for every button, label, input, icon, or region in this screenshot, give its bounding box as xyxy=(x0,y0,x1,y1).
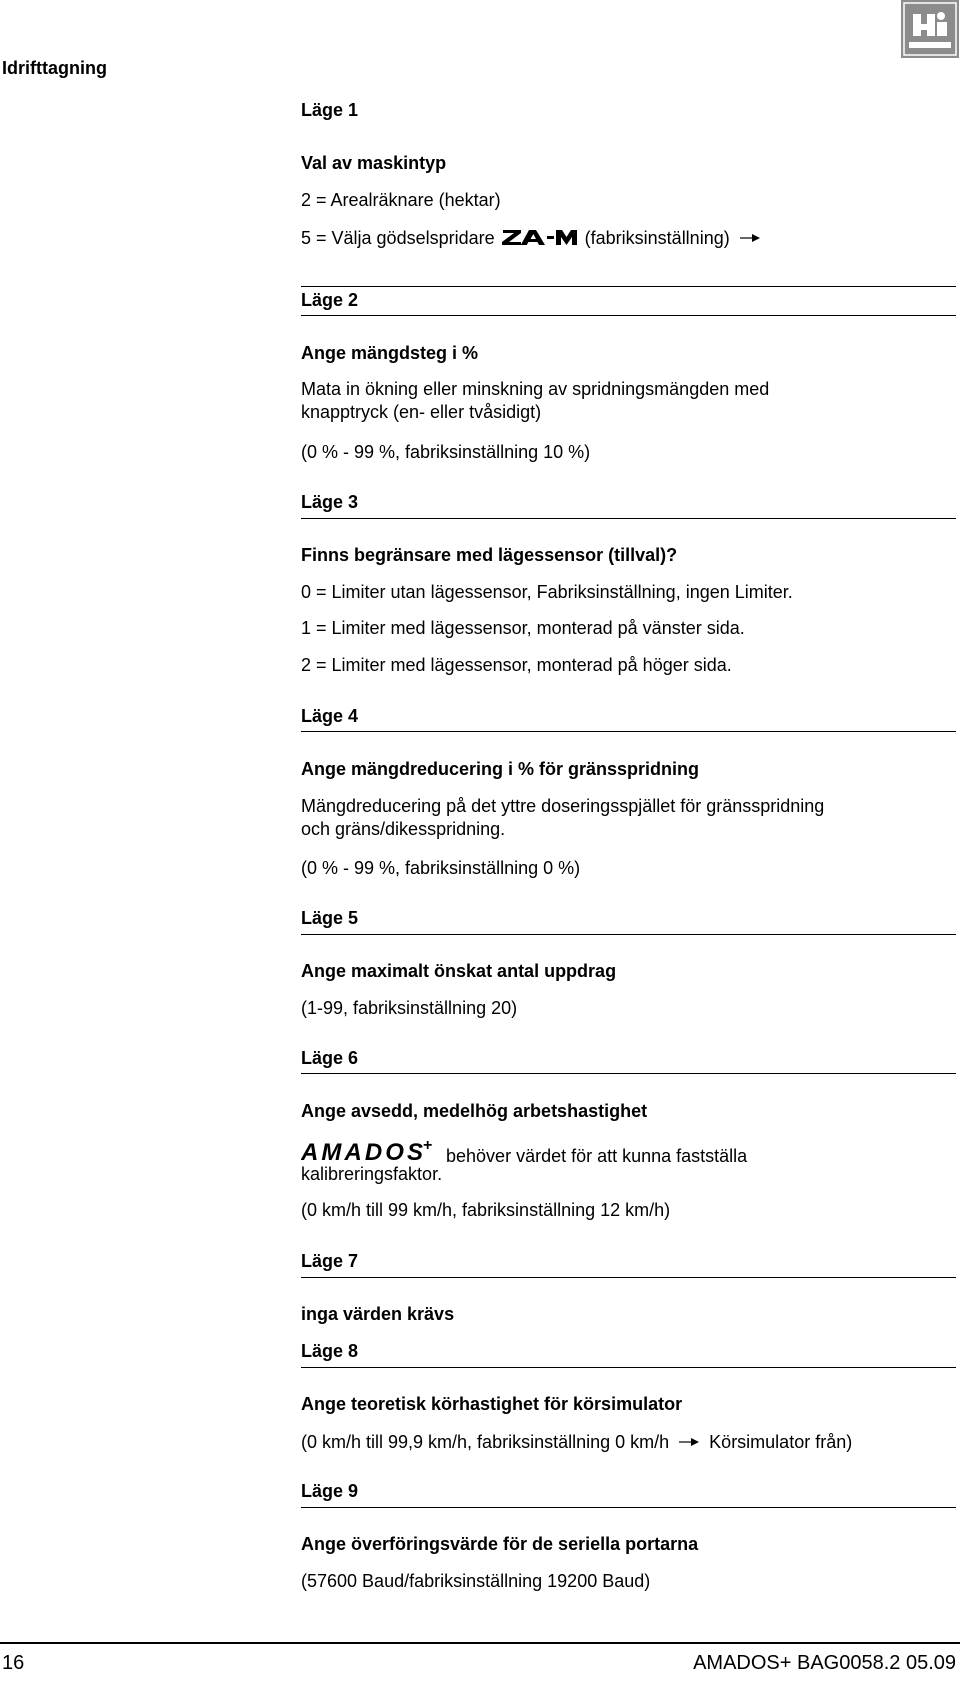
mode-1-line-2-text: 5 = Välja gödselspridare xyxy=(301,228,495,248)
separator xyxy=(301,1367,956,1368)
mode-9-line-1: (57600 Baud/fabriksinställning 19200 Baud) xyxy=(301,1571,651,1591)
mode-6-line-3: (0 km/h till 99 km/h, fabriksinställning 12 km/h) xyxy=(301,1200,671,1220)
mode-1-heading: Läge 1 xyxy=(301,100,359,120)
footer-rule xyxy=(0,1642,960,1644)
mode-5-heading: Läge 5 xyxy=(301,908,359,928)
mode-9-title: Ange överföringsvärde för de seriella portarna xyxy=(301,1534,699,1554)
amazone-logo-icon xyxy=(901,0,959,58)
mode-8-line-1-suffix: Körsimulator från) xyxy=(709,1432,853,1452)
separator xyxy=(301,286,956,287)
mode-3-line-3: 2 = Limiter med lägessensor, monterad på höger sida. xyxy=(301,655,732,675)
mode-2-line-3: (0 % - 99 %, fabriksinställning 10 %) xyxy=(301,442,591,462)
mode-8-line-1 xyxy=(301,1431,852,1453)
mode-2-line-1: Mata in ökning eller minskning av spridningsmängden med xyxy=(301,379,770,399)
separator xyxy=(301,518,956,519)
page-number: 16 xyxy=(2,1652,25,1674)
separator xyxy=(301,934,956,935)
mode-4-line-3: (0 % - 99 %, fabriksinställning 0 %) xyxy=(301,858,581,878)
separator xyxy=(301,1073,956,1074)
mode-1-line-1: 2 = Arealräknare (hektar) xyxy=(301,190,501,210)
mode-3-line-2: 1 = Limiter med lägessensor, monterad på vänster sida. xyxy=(301,618,745,638)
section-title: Idrifttagning xyxy=(2,58,107,78)
mode-5-title: Ange maximalt önskat antal uppdrag xyxy=(301,961,617,981)
arrow-right-icon xyxy=(739,227,761,248)
mode-6-line-1-text: behöver värdet för att kunna fastställa xyxy=(446,1146,748,1166)
mode-1-title: Val av maskintyp xyxy=(301,153,447,173)
mode-2-heading: Läge 2 xyxy=(301,290,359,310)
mode-6-heading: Läge 6 xyxy=(301,1048,359,1068)
mode-4-heading: Läge 4 xyxy=(301,706,359,726)
mode-4-title: Ange mängdreducering i % för gränsspridning xyxy=(301,759,700,779)
separator xyxy=(301,315,956,316)
mode-3-heading: Läge 3 xyxy=(301,492,359,512)
separator xyxy=(301,1277,956,1278)
mode-1-line-2 xyxy=(301,227,765,251)
mode-3-title: Finns begränsare med lägessensor (tillval)? xyxy=(301,545,678,565)
mode-7-title: inga värden krävs xyxy=(301,1304,455,1324)
document-id: AMADOS+ BAG0058.2 05.09 xyxy=(693,1652,956,1674)
separator xyxy=(301,731,956,732)
mode-5-line-1: (1-99, fabriksinställning 20) xyxy=(301,998,518,1018)
mode-6-title: Ange avsedd, medelhög arbetshastighet xyxy=(301,1101,648,1121)
mode-6-line-2: kalibreringsfaktor. xyxy=(301,1164,443,1184)
mode-1-line-2-suffix: (fabriksinställning) xyxy=(584,228,730,248)
svg-text:+: + xyxy=(423,1138,433,1154)
mode-7-heading: Läge 7 xyxy=(301,1251,359,1271)
mode-2-line-2: knapptryck (en- eller tvåsidigt) xyxy=(301,402,542,422)
mode-3-line-1: 0 = Limiter utan lägessensor, Fabriksinställning, ingen Limiter. xyxy=(301,582,793,602)
mode-4-line-1: Mängdreducering på det yttre doseringsspjället för gränsspridning xyxy=(301,796,825,816)
mode-8-title: Ange teoretisk körhastighet för körsimulator xyxy=(301,1394,683,1414)
mode-4-line-2: och gräns/dikesspridning. xyxy=(301,819,506,839)
separator xyxy=(301,1507,956,1508)
arrow-right-icon xyxy=(678,1431,700,1452)
mode-8-heading: Läge 8 xyxy=(301,1341,359,1361)
mode-2-title: Ange mängdsteg i % xyxy=(301,343,479,363)
mode-8-line-1-text: (0 km/h till 99,9 km/h, fabriksinställning 0 km/h xyxy=(301,1432,670,1452)
svg-text:AMADOS: AMADOS xyxy=(301,1139,423,1164)
za-m-logo-icon xyxy=(502,228,578,251)
mode-9-heading: Läge 9 xyxy=(301,1481,359,1501)
